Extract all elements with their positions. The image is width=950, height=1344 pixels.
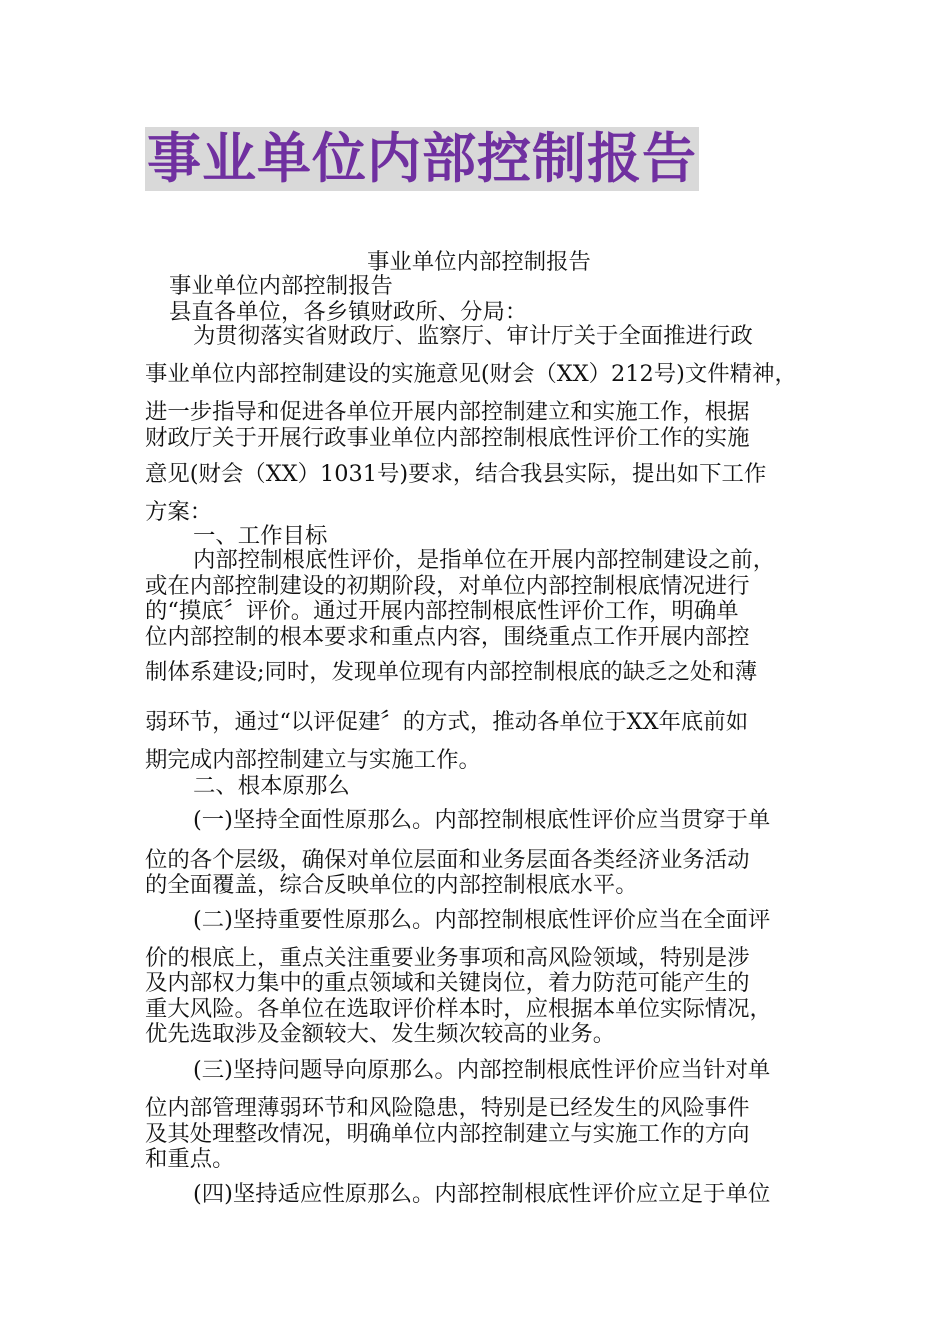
text-line: 位内部管理薄弱环节和风险隐患，特别是已经发生的风险事件: [145, 1095, 750, 1121]
text-line: 弱环节，通过“以评促建〞的方式，推动各单位于XX年底前如: [145, 709, 749, 735]
text-line: 价的根底上，重点关注重要业务事项和高风险领域，特别是涉: [145, 945, 750, 971]
text-line: 财政厅关于开展行政事业单位内部控制根底性评价工作的实施: [145, 425, 750, 451]
section-heading: 二、根本原那么: [193, 773, 350, 799]
text-line: 意见(财会（XX）1031号)要求，结合我县实际，提出如下工作: [145, 461, 767, 487]
text-line: 位内部控制的根本要求和重点内容，围绕重点工作开展内部控: [145, 624, 750, 650]
text-line: 位的各个层级，确保对单位层面和业务层面各类经济业务活动: [145, 847, 750, 873]
text-line: 及其处理整改情况，明确单位内部控制建立与实施工作的方向: [145, 1121, 750, 1147]
text-line: 的全面覆盖，综合反映单位的内部控制根底水平。: [145, 872, 638, 898]
text-line: 及内部权力集中的重点领域和关键岗位，着力防范可能产生的: [145, 970, 750, 996]
text-line: 进一步指导和促进各单位开展内部控制建立和实施工作，根据: [145, 399, 750, 425]
section-heading: 一、工作目标: [193, 523, 328, 549]
text-line: 重大风险。各单位在选取评价样本时，应根据本单位实际情况，: [145, 996, 772, 1022]
text-line: 内部控制根底性评价，是指单位在开展内部控制建设之前，: [193, 547, 776, 573]
text-line: 优先选取涉及金额较大、发生频次较高的业务。: [145, 1021, 616, 1047]
text-line: (三)坚持问题导向原那么。内部控制根底性评价应当针对单: [193, 1057, 771, 1083]
text-line: 期完成内部控制建立与实施工作。: [145, 747, 481, 773]
salutation: 县直各单位，各乡镇财政所、分局：: [169, 299, 528, 325]
text-line: 或在内部控制建设的初期阶段，对单位内部控制根底情况进行: [145, 573, 750, 599]
text-line: (四)坚持适应性原那么。内部控制根底性评价应立足于单位: [193, 1181, 771, 1207]
text-line: 为贯彻落实省财政厅、监察厅、审计厅关于全面推进行政: [193, 323, 753, 349]
text-line: (二)坚持重要性原那么。内部控制根底性评价应当在全面评: [193, 907, 771, 933]
text-line: 事业单位内部控制建设的实施意见(财会（XX）212号)文件精神，: [145, 361, 797, 387]
text-line: (一)坚持全面性原那么。内部控制根底性评价应当贯穿于单: [193, 807, 771, 833]
document-banner-title: 事业单位内部控制报告: [147, 127, 697, 190]
document-subtitle: 事业单位内部控制报告: [169, 273, 393, 299]
text-line: 制体系建设;同时，发现单位现有内部控制根底的缺乏之处和薄: [145, 659, 758, 685]
text-line: 的“摸底〞评价。通过开展内部控制根底性评价工作，明确单: [145, 598, 739, 624]
document-heading: 事业单位内部控制报告: [367, 249, 591, 275]
text-line: 方案：: [145, 499, 213, 525]
text-line: 和重点。: [145, 1146, 235, 1172]
